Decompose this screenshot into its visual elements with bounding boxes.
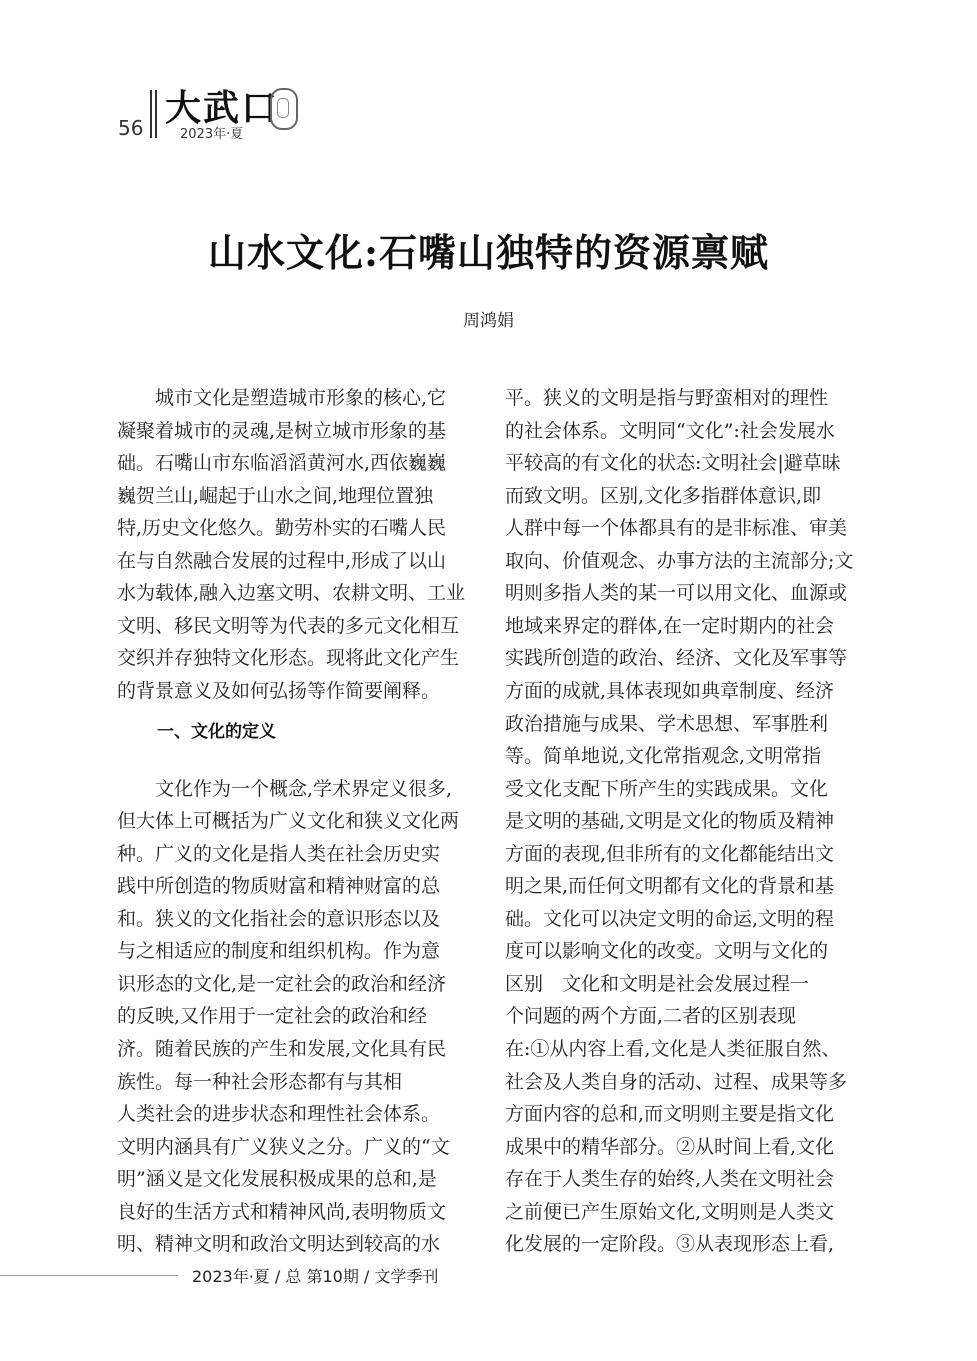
section-heading: 一、文化的定义 — [157, 722, 276, 742]
body-text-line: 明”涵义是文化发展积极成果的总和,是 — [117, 1168, 437, 1191]
body-text-line: 凝聚着城市的灵魂,是树立城市形象的基 — [117, 419, 447, 442]
body-text-line: 但大体上可概括为广义文化和狭义文化两 — [117, 810, 460, 833]
body-text-line: 个问题的两个方面,二者的区别表现 — [505, 1005, 797, 1028]
body-text-line: 和。狭义的文化指社会的意识形态以及 — [117, 907, 441, 930]
body-text-line: 文明内涵具有广义狭义之分。广义的“文 — [117, 1135, 450, 1158]
body-text-line: 政治措施与成果、学术思想、军事胜利 — [505, 712, 829, 735]
body-text-line: 明之果,而任何文明都有文化的背景和基 — [505, 875, 835, 898]
body-text-line: 化发展的一定阶段。③从表现形态上看, — [505, 1233, 835, 1256]
footer-text: 2023年·夏 / 总 第10期 / 文学季刊 — [192, 1267, 439, 1286]
body-text-line: 础。石嘴山市东临滔滔黄河水,西依巍巍 — [117, 452, 447, 475]
body-text-line: 成果中的精华部分。②从时间上看,文化 — [505, 1135, 835, 1158]
body-text-line: 交织并存独特文化形态。现将此文化产生 — [117, 647, 460, 670]
body-text-line: 人群中每一个体都具有的是非标准、审美 — [505, 517, 848, 540]
header-divider — [150, 90, 152, 138]
body-text-line: 区别 文化和文明是社会发展过程一 — [505, 972, 810, 995]
body-text-line: 是文明的基础,文明是文化的物质及精神 — [505, 810, 835, 833]
body-text-line: 在:①从内容上看,文化是人类征服自然、 — [505, 1038, 841, 1060]
body-text-line: 明则多指人类的某一可以用文化、血源或 — [505, 582, 848, 605]
header-divider-2 — [155, 90, 157, 138]
body-text-line: 实践所创造的政治、经济、文化及军事等 — [505, 647, 848, 670]
body-text-line: 明、精神文明和政治文明达到较高的水 — [117, 1233, 441, 1256]
body-text-line: 识形态的文化,是一定社会的政治和经济 — [117, 972, 447, 995]
body-text-line: 取向、价值观念、办事方法的主流部分;文 — [505, 549, 854, 572]
body-text-line: 济。随着民族的产生和发展,文化具有民 — [117, 1038, 447, 1060]
body-text-line: 受文化支配下所产生的实践成果。文化 — [505, 777, 829, 800]
body-text-line: 的社会体系。文明同“文化”:社会发展水 — [505, 419, 835, 442]
body-text-line: 存在于人类生存的始终,人类在文明社会 — [505, 1168, 835, 1191]
body-text-line: 平。狭义的文明是指与野蛮相对的理性 — [505, 387, 829, 409]
magazine-logo: 大武口 — [165, 87, 280, 129]
article-author: 周鸿娟 — [463, 311, 514, 331]
seal-icon — [270, 88, 298, 130]
body-text-line: 度可以影响文化的改变。文明与文化的 — [505, 940, 829, 963]
body-text-line: 良好的生活方式和精神风尚,表明物质文 — [117, 1200, 447, 1223]
body-text-line: 方面内容的总和,而文明则主要是指文化 — [505, 1103, 835, 1126]
body-text-line: 种。广义的文化是指人类在社会历史实 — [117, 842, 441, 865]
body-text-line: 在与自然融合发展的过程中,形成了以山 — [117, 549, 447, 572]
body-text-line: 特,历史文化悠久。勤劳朴实的石嘴人民 — [117, 517, 447, 540]
body-text-line: 方面的表现,但非所有的文化都能结出文 — [505, 842, 835, 865]
body-text-line: 文化作为一个概念,学术界定义很多, — [117, 777, 453, 800]
body-text-line: 的背景意义及如何弘扬等作简要阐释。 — [117, 679, 441, 702]
body-text-line: 方面的成就,具体表现如典章制度、经济 — [505, 679, 835, 702]
body-text-line: 之前便已产生原始文化,文明则是人类文 — [505, 1200, 835, 1223]
body-text-line: 族性。每一种社会形态都有与其相 — [117, 1070, 403, 1093]
footer-rule — [0, 1275, 178, 1276]
body-text-line: 平较高的有文化的状态:文明社会|避草昧 — [505, 452, 841, 475]
body-text-line: 础。文化可以决定文明的命运,文明的程 — [505, 907, 835, 930]
body-text-line: 而致文明。区别,文化多指群体意识,即 — [505, 484, 822, 507]
body-text-line: 城市文化是塑造城市形象的核心,它 — [117, 387, 447, 409]
body-text-line: 社会及人类自身的活动、过程、成果等多 — [505, 1070, 848, 1093]
body-text-line: 巍贺兰山,崛起于山水之间,地理位置独 — [117, 484, 434, 507]
body-text-line: 人类社会的进步状态和理性社会体系。 — [117, 1103, 441, 1126]
body-text-line: 践中所创造的物质财富和精神财富的总 — [117, 875, 441, 898]
article-title: 山水文化:石嘴山独特的资源禀赋 — [207, 230, 770, 275]
body-text-line: 文明、移民文明等为代表的多元文化相互 — [117, 614, 460, 637]
body-text-line: 水为载体,融入边塞文明、农耕文明、工业 — [117, 582, 466, 605]
body-text-line: 的反映,又作用于一定社会的政治和经 — [117, 1005, 428, 1028]
magazine-issue: 2023年·夏 — [180, 127, 244, 142]
page-number: 56 — [118, 116, 144, 140]
body-text-line: 等。简单地说,文化常指观念,文明常指 — [505, 745, 822, 768]
body-text-line: 地域来界定的群体,在一定时期内的社会 — [505, 614, 835, 637]
body-text-line: 与之相适应的制度和组织机构。作为意 — [117, 940, 441, 963]
